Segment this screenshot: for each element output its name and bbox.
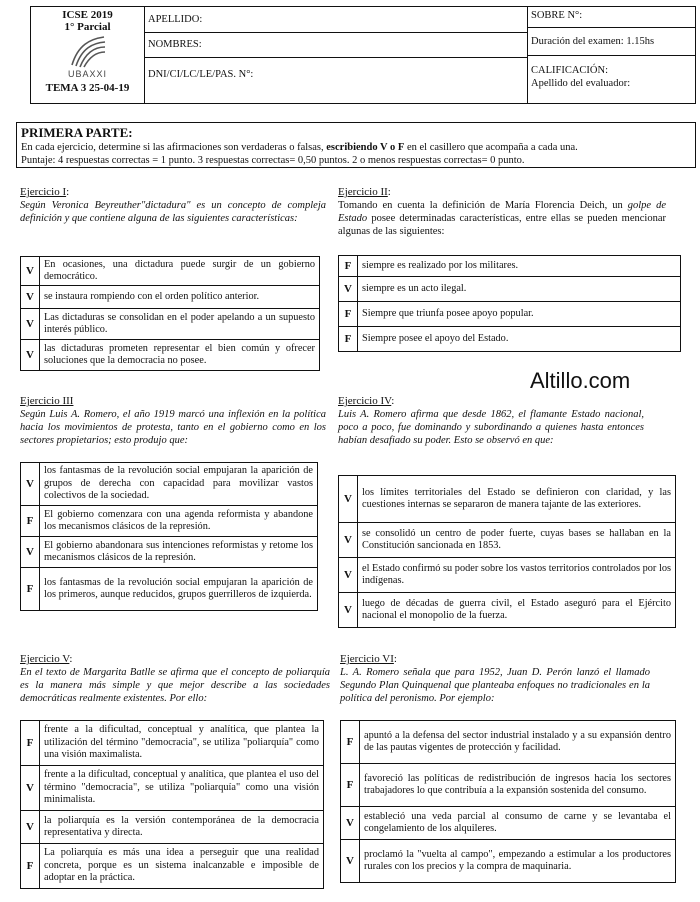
exercise-6-intro: L. A. Romero señala que para 1952, Juan D. Perón lanzó el llamado Segundo Plan Quinquenal que planteaba enfoques no tradicionales en la política del peronismo. Por ejemplo: <box>340 667 650 704</box>
watermark: Altillo.com <box>530 368 631 393</box>
header-divider <box>527 27 696 28</box>
instructions-line: En cada ejercicio, determine si las afirmaciones son verdaderas o falsas, escribiendo V o F en el casillero que acompaña a cada una. <box>21 142 578 153</box>
statement-cell: estableció una veda parcial al consumo de carne y se levantaba el congelamiento de los alquileres. <box>360 807 676 840</box>
statement-cell: frente a la dificultad, conceptual y analítica, que plantea la utilización del término "democracia", se utiliza "poliarquía" como una visión maximalista. <box>40 721 324 766</box>
statement-cell: las dictaduras prometen representar el bien común y ofrecer soluciones que la democracia no posee. <box>40 340 320 371</box>
table-row <box>339 277 681 302</box>
statement-cell: Las dictaduras se consolidan en el poder apelando a un supuesto interés público. <box>40 309 320 340</box>
answer-cell[interactable]: V <box>21 257 40 286</box>
section-title: PRIMERA PARTE: <box>21 125 133 140</box>
table-row <box>21 844 324 889</box>
exercise-4-table <box>338 475 676 628</box>
answer-cell[interactable]: F <box>339 302 358 327</box>
statement-cell: siempre es realizado por los militares. <box>358 256 681 277</box>
answer-cell[interactable]: F <box>21 844 40 889</box>
table-row <box>21 257 320 286</box>
table-row <box>21 766 324 811</box>
table-row <box>21 286 320 309</box>
table-row <box>21 463 318 506</box>
answer-cell[interactable]: V <box>21 766 40 811</box>
table-row <box>339 256 681 277</box>
statement-cell: frente a la dificultad, conceptual y analítica, que plantea el uso del término "democracia", se utiliza "poliarquía" como una visión minimalista. <box>40 766 324 811</box>
answer-cell[interactable]: V <box>21 309 40 340</box>
answer-cell[interactable]: V <box>21 537 40 568</box>
statement-cell: El gobierno abandonara sus intenciones reformistas y retome los mecanismos clásicos de la represión. <box>40 537 318 568</box>
answer-cell[interactable]: V <box>21 811 40 844</box>
table-row <box>21 568 318 611</box>
instructions-box <box>16 122 696 168</box>
table-row <box>339 558 676 593</box>
sobre-field[interactable]: SOBRE N°: <box>531 10 583 21</box>
answer-cell[interactable]: V <box>21 463 40 506</box>
table-row <box>21 340 320 371</box>
calificacion-field[interactable]: CALIFICACIÓN: <box>531 65 609 76</box>
exercise-3-title: Ejercicio III <box>20 395 74 407</box>
statement-cell: siempre es un acto ilegal. <box>358 277 681 302</box>
header-divider <box>144 32 527 33</box>
answer-cell[interactable]: V <box>339 558 358 593</box>
statement-cell: el Estado confirmó su poder sobre los vastos territorios controlados por los indígenas. <box>358 558 676 593</box>
answer-cell[interactable]: F <box>21 568 40 611</box>
duracion-label: Duración del examen: 1.15hs <box>531 36 655 47</box>
apellido-field[interactable]: APELLIDO: <box>148 14 203 25</box>
answer-cell[interactable]: V <box>341 840 360 883</box>
evaluador-field[interactable]: Apellido del evaluador: <box>531 78 631 89</box>
statement-cell: luego de décadas de guerra civil, el Estado aseguró para el Ejército nacional el monopolio de la fuerza. <box>358 593 676 628</box>
exercise-2-intro: Tomando en cuenta la definición de María Florencia Deich, un golpe de Estado posee determinadas características, entre ellas se pueden mencionar algunas de las siguientes: <box>338 200 666 237</box>
exercise-1-intro: Según Veronica Beyreuther"dictadura" es un concepto de compleja definición y que contiene alguna de las siguientes características: <box>20 200 326 224</box>
statement-cell: Siempre que triunfa posee apoyo popular. <box>358 302 681 327</box>
answer-cell[interactable]: V <box>21 340 40 371</box>
statement-cell: El gobierno comenzara con una agenda reformista y abandone los mecanismos clásicos de la represión. <box>40 506 318 537</box>
uba-logo-icon <box>68 35 108 69</box>
exercise-3-intro: Según Luis A. Romero, el año 1919 marcó una inflexión en la política hacia los movimientos de protesta, tanto en el gobierno como en los sectores propietarios; esto produjo que: <box>20 409 326 446</box>
statement-cell: los fantasmas de la revolución social empujaran la aparición de grupos de derecha con capacidad para movilizar vastos colectivos de la sociedad. <box>40 463 318 506</box>
table-row <box>21 309 320 340</box>
answer-cell[interactable]: V <box>339 476 358 523</box>
exercise-4-title: Ejercicio IV: <box>338 395 395 407</box>
exercise-1-table <box>20 256 320 371</box>
exercise-4-intro: Luis A. Romero afirma que desde 1862, el flamante Estado nacional, poco a poco, fue dominando y subordinando a quienes hasta entonces habían desafiado su poder. Esto se observó en que: <box>338 409 644 446</box>
exercise-6-title: Ejercicio VI: <box>340 653 397 665</box>
answer-cell[interactable]: F <box>339 256 358 277</box>
answer-cell[interactable]: F <box>21 506 40 537</box>
dni-field[interactable]: DNI/CI/LC/LE/PAS. N°: <box>148 69 254 80</box>
exercise-5-intro: En el texto de Margarita Batlle se afirma que el concepto de poliarquía es la manera más simple y que mejor describe a las sociedades democráticas realmente existentes. Por ello: <box>20 667 330 704</box>
exercise-5-title: Ejercicio V: <box>20 653 73 665</box>
answer-cell[interactable]: F <box>341 764 360 807</box>
answer-cell[interactable]: F <box>341 721 360 764</box>
header-divider <box>527 55 696 56</box>
statement-cell: Siempre posee el apoyo del Estado. <box>358 327 681 352</box>
statement-cell: los límites territoriales del Estado se definieron con claridad, y las cuestiones internas se separaron de manera tajante de las exteriores. <box>358 476 676 523</box>
table-row <box>339 476 676 523</box>
table-row <box>21 506 318 537</box>
statement-cell: En ocasiones, una dictadura puede surgir de un gobierno democrático. <box>40 257 320 286</box>
statement-cell: se consolidó un centro de poder fuerte, cuyas bases se hallaban en la Constitución sancionada en 1853. <box>358 523 676 558</box>
answer-cell[interactable]: V <box>339 523 358 558</box>
nombres-field[interactable]: NOMBRES: <box>148 39 202 50</box>
header-divider <box>144 57 527 58</box>
answer-cell[interactable]: F <box>339 327 358 352</box>
table-row <box>341 840 676 883</box>
exam-label: 1° Parcial <box>64 21 111 33</box>
table-row <box>341 807 676 840</box>
table-row <box>21 811 324 844</box>
exercise-5-table <box>20 720 324 889</box>
answer-cell[interactable]: V <box>21 286 40 309</box>
table-row <box>339 593 676 628</box>
statement-cell: apuntó a la defensa del sector industrial instalado y a su expansión dentro de las pautas vigentes de protección y facilidad. <box>360 721 676 764</box>
table-row <box>21 721 324 766</box>
answer-cell[interactable]: V <box>339 277 358 302</box>
scoring-line: Puntaje: 4 respuestas correctas = 1 punto. 3 respuestas correctas= 0,50 puntos. 2 o menos respuestas correctas= 0 punto. <box>21 155 525 166</box>
exercise-6-table <box>340 720 676 883</box>
answer-cell[interactable]: V <box>341 807 360 840</box>
table-row <box>339 523 676 558</box>
table-row <box>339 302 681 327</box>
statement-cell: La poliarquía es más una idea a perseguir que una realidad concreta, porque es un sistema inalcanzable e imposible de adoptar en la práctica. <box>40 844 324 889</box>
logo-text: UBAXXI <box>67 69 107 79</box>
logo-area <box>31 7 144 103</box>
answer-cell[interactable]: F <box>21 721 40 766</box>
table-row <box>341 764 676 807</box>
statement-cell: los fantasmas de la revolución social empujaran la aparición de los primeros, aunque reducidos, grupos guerrilleros de izquierda. <box>40 568 318 611</box>
exercise-3-table <box>20 462 318 611</box>
table-row <box>21 537 318 568</box>
table-row <box>339 327 681 352</box>
table-row <box>341 721 676 764</box>
statement-cell: favoreció las políticas de redistribución de ingresos hacia los sectores trabajadores lo que contribuía a la expansión sostenida del consumo. <box>360 764 676 807</box>
exercise-2-table <box>338 255 681 352</box>
exercise-1-title: Ejercicio I: <box>20 186 70 198</box>
header-divider <box>144 6 145 104</box>
course-label: ICSE 2019 <box>62 9 113 21</box>
statement-cell: se instaura rompiendo con el orden político anterior. <box>40 286 320 309</box>
statement-cell: la poliarquía es la versión contemporánea de la democracia representativa y directa. <box>40 811 324 844</box>
tema-label: TEMA 3 25-04-19 <box>45 82 130 94</box>
exercise-2-title: Ejercicio II: <box>338 186 391 198</box>
statement-cell: proclamó la "vuelta al campo", empezando a estimular a los productores rurales con los precios y la compra de maquinaria. <box>360 840 676 883</box>
answer-cell[interactable]: V <box>339 593 358 628</box>
